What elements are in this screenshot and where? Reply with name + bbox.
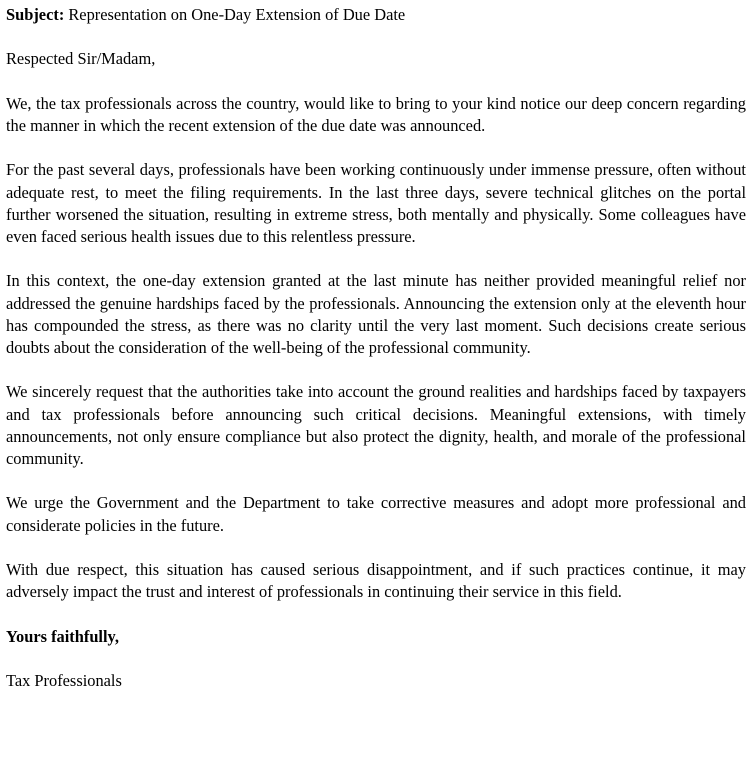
letter-body: [6, 4, 746, 692]
signature: Tax Professionals: [6, 670, 122, 690]
subject-text: Representation on One-Day Extension of Due Date: [64, 5, 406, 24]
salutation: Respected Sir/Madam,: [6, 49, 156, 69]
paragraph-intro: We, the tax professionals across the country, would like to bring to your kind notice our deep concern regarding the manner in which the recent extension of the due date was announced.: [6, 93, 746, 135]
subject-line: [6, 4, 746, 26]
subject-label: Subject:: [6, 5, 65, 24]
paragraph-urge: We urge the Government and the Department to take corrective measures and adopt more professional and considerate policies in the future.: [6, 493, 746, 535]
paragraph-disappointment: With due respect, this situation has caused serious disappointment, and if such practices continue, it may adversely impact the trust and interest of professionals in continuing their service in this field.: [6, 559, 746, 602]
paragraph-pressure: For the past several days, professionals have been working continuously under immense pressure, often without adequate rest, to meet the filing requirements. In the last three days, severe technical glitches on the portal further worsened the situation, resulting in extreme stress, both mentally and physically. Some colleagues have even faced serious health issues due to this relentless pressure.: [6, 160, 746, 246]
closing: Yours faithfully,: [6, 626, 119, 646]
paragraph-extension: In this context, the one-day extension granted at the last minute has neither provided meaningful relief nor addressed the genuine hardships faced by the professionals. Announcing the extension only at the eleventh hour has compounded the stress, as there was no clarity until the very last moment. Such decisions create serious doubts about the consideration of the well-being of the professional community.: [6, 271, 746, 357]
paragraph-request: We sincerely request that the authorities take into account the ground realities and hardships faced by taxpayers and tax professionals before announcing such critical decisions. Meaningful extensions, with timely announcements, not only ensure compliance but also protect the dignity, health, and morale of the professional community.: [6, 382, 746, 468]
